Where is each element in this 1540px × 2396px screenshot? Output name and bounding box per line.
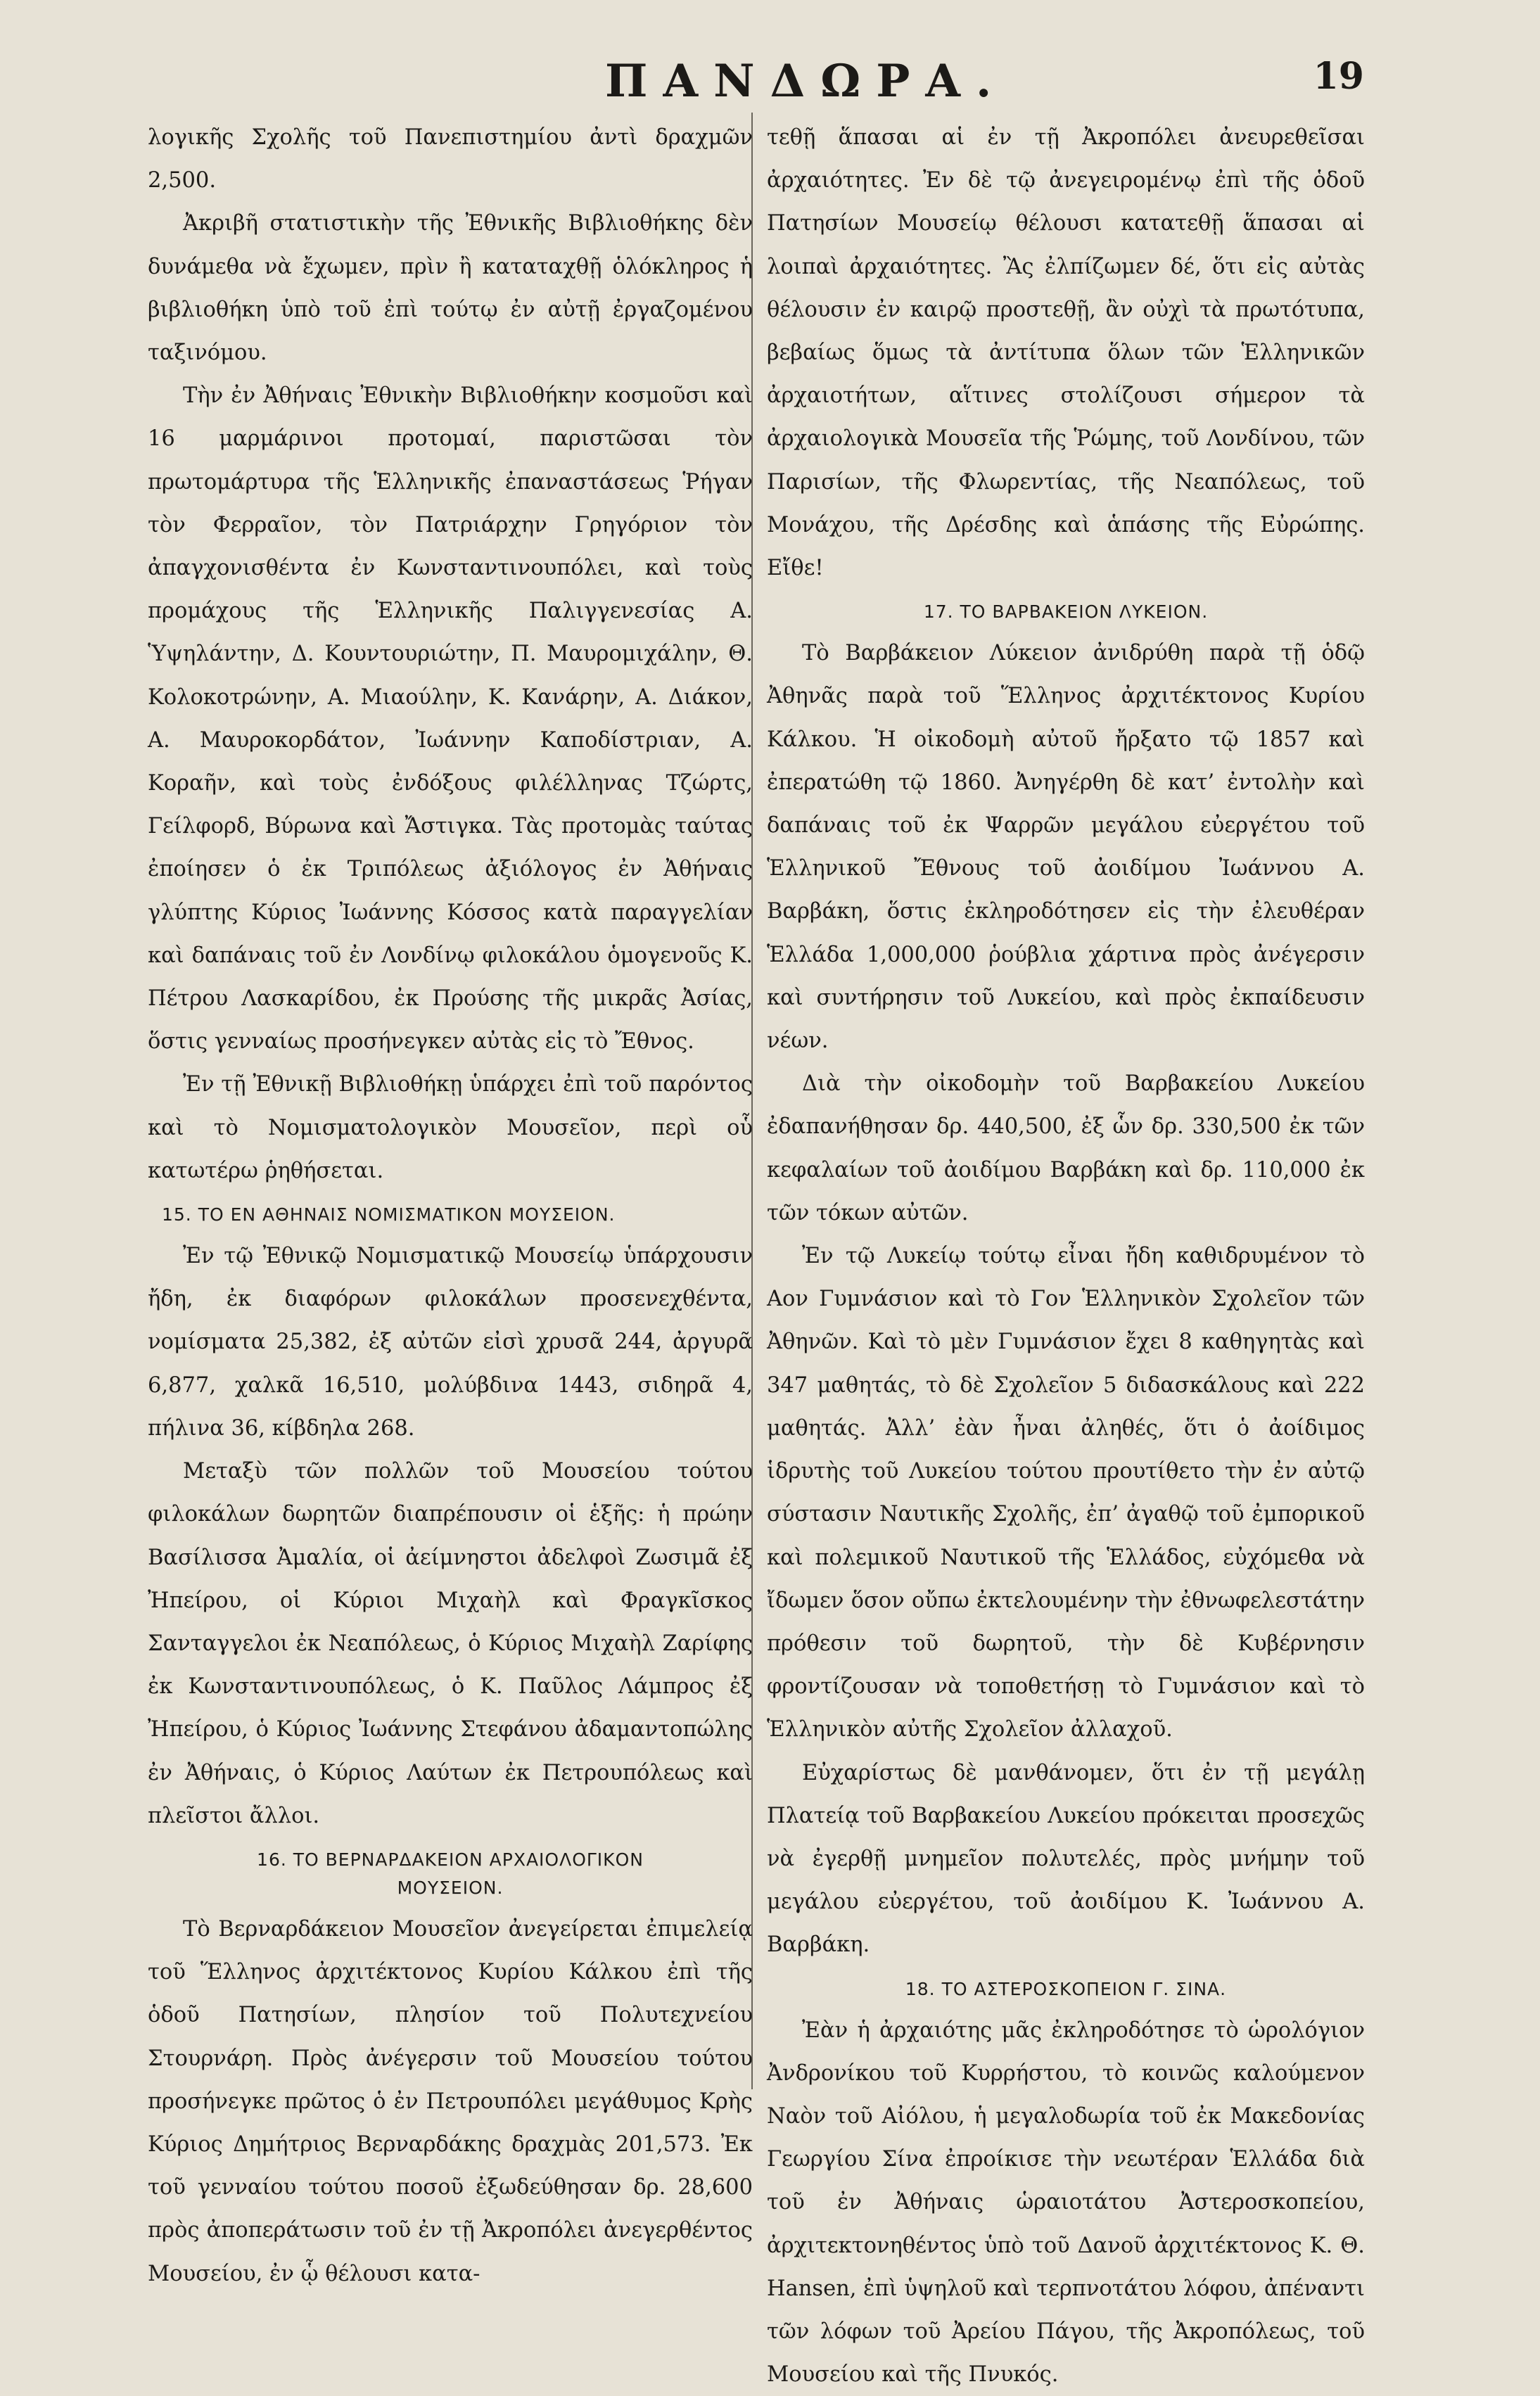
running-head: [0, 55, 1540, 111]
section-heading-15: 15. ΤΟ ΕΝ ΑΘΗΝΑΙΣ ΝΟΜΙΣΜΑΤΙΚΟΝ ΜΟΥΣΕΙΟΝ.: [162, 1204, 616, 1225]
paragraph: Ἀκριβῆ στατιστικὴν τῆς Ἐθνικῆς Βιβλιοθήκης δὲν δυνάμεθα νὰ ἔχωμεν, πρὶν ἢ καταταχθῇ ὁλόκληρος ἡ βιβλιοθήκη ὑπὸ τοῦ ἐπὶ τούτῳ ἐν αὐτῇ ἐργαζομένου ταξινόμου.: [148, 211, 753, 366]
paragraph: Ἐν τῷ Λυκείῳ τούτῳ εἶναι ἤδη καθιδρυμένον τὸ Αον Γυμνάσιον καὶ τὸ Γον Ἑλληνικὸν Σχολεῖον τῶν Ἀθηνῶν. Καὶ τὸ μὲν Γυμνάσιον ἔχει 8 καθηγητὰς καὶ 347 μαθητάς, τὸ δὲ Σχολεῖον 5 διδασκάλους καὶ 222 μαθητάς. Ἀλλ’ ἐὰν ἦναι ἀληθές, ὅτι ὁ ἀοίδιμος ἱδρυτὴς τοῦ Λυκείου τούτου προυτίθετο τὴν ἐν αὐτῷ σύστασιν Ναυτικῆς Σχολῆς, ἐπ’ ἀγαθῷ τοῦ ἐμπορικοῦ καὶ πολεμικοῦ Ναυτικοῦ τῆς Ἑλλάδος, εὐχόμεθα νὰ ἴδωμεν ὅσον οὔπω ἐκτελουμένην τὴν ἐθνωφελεστάτην πρόθεσιν τοῦ δωρητοῦ, τὴν δὲ Κυβέρνησιν φροντίζουσαν νὰ τοποθετήσῃ τὸ Γυμνάσιον καὶ τὸ Ἑλληνικὸν αὐτῆς Σχολεῖον ἀλλαχοῦ.: [767, 1244, 1365, 1742]
paragraph: Τὴν ἐν Ἀθήναις Ἐθνικὴν Βιβλιοθήκην κοσμοῦσι καὶ 16 μαρμάρινοι προτομαί, παριστῶσαι τὸν πρωτομάρτυρα τῆς Ἑλληνικῆς ἐπαναστάσεως Ῥήγαν τὸν Φερραῖον, τὸν Πατριάρχην Γρηγόριον τὸν ἀπαγχονισθέντα ἐν Κωνσταντινουπόλει, καὶ τοὺς προμάχους τῆς Ἑλληνικῆς Παλιγγενεσίας Α. Ὑψηλάντην, Δ. Κουντουριώτην, Π. Μαυρομιχάλην, Θ. Κολοκοτρώνην, Α. Μιαούλην, Κ. Κανάρην, Α. Διάκον, Α. Μαυροκορδάτον, Ἰωάννην Καποδίστριαν, Α. Κοραῆν, καὶ τοὺς ἐνδόξους φιλέλληνας Τζώρτς, Γείλφορδ, Βύρωνα καὶ Ἄστιγκα. Τὰς προτομὰς ταύτας ἐποίησεν ὁ ἐκ Τριπόλεως ἀξιόλογος ἐν Ἀθήναις γλύπτης Κύριος Ἰωάννης Κόσσος κατὰ παραγγελίαν καὶ δαπάναις τοῦ ἐν Λονδίνῳ φιλοκάλου ὁμογενοῦς Κ. Πέτρου Λασκαρίδου, ἐκ Προύσης τῆς μικρᾶς Ἀσίας, ὅστις γενναίως προσήνεγκεν αὐτὰς εἰς τὸ Ἔθνος.: [148, 383, 753, 1054]
paragraph: λογικῆς Σχολῆς τοῦ Πανεπιστημίου ἀντὶ δραχμῶν 2,500.: [148, 125, 753, 193]
section-heading-16-line2: ΜΟΥΣΕΙΟΝ.: [397, 1877, 504, 1898]
paragraph: Ἐὰν ἡ ἀρχαιότης μᾶς ἐκληροδότησε τὸ ὡρολόγιον Ἀνδρονίκου τοῦ Κυρρήστου, τὸ κοινῶς καλούμενον Ναὸν τοῦ Αἰόλου, ἡ μεγαλοδωρία τοῦ ἐκ Μακεδονίας Γεωργίου Σίνα ἐπροίκισε τὴν νεωτέραν Ἑλλάδα διὰ τοῦ ἐν Ἀθήναις ὡραιοτάτου Ἀστεροσκοπείου, ἀρχιτεκτονηθέντος ὑπὸ τοῦ Δανοῦ ἀρχιτέκτονος Κ. Θ. Hansen, ἐπὶ ὑψηλοῦ καὶ τερπνοτάτου λόφου, ἀπέναντι τῶν λόφων τοῦ Ἀρείου Πάγου, τῆς Ἀκροπόλεως, τοῦ Μουσείου καὶ τῆς Πνυκός.: [767, 2018, 1365, 2388]
paragraph: Τὸ Βερναρδάκειον Μουσεῖον ἀνεγείρεται ἐπιμελείᾳ τοῦ Ἕλληνος ἀρχιτέκτονος Κυρίου Κάλκου ἐπὶ τῆς ὁδοῦ Πατησίων, πλησίον τοῦ Πολυτεχνείου Στουρνάρη. Πρὸς ἀνέγερσιν τοῦ Μουσείου τούτου προσήνεγκε πρῶτος ὁ ἐν Πετρουπόλει μεγάθυμος Κρὴς Κύριος Δημήτριος Βερναρδάκης δραχμὰς 201,573. Ἐκ τοῦ γενναίου τούτου ποσοῦ ἐξωδεύθησαν δρ. 28,600 πρὸς ἀποπεράτωσιν τοῦ ἐν τῇ Ἀκροπόλει ἀνεγερθέντος Μουσείου, ἐν ᾧ θέλουσι κατα-: [148, 1916, 753, 2286]
paragraph: Μεταξὺ τῶν πολλῶν τοῦ Μουσείου τούτου φιλοκάλων δωρητῶν διαπρέπουσιν οἱ ἑξῆς: ἡ πρώην Βασίλισσα Ἀμαλία, οἱ ἀείμνηστοι ἀδελφοὶ Ζωσιμᾶ ἐξ Ἠπείρου, οἱ Κύριοι Μιχαὴλ καὶ Φραγκῖσκος Σανταγγελοι ἐκ Νεαπόλεως, ὁ Κύριος Μιχαὴλ Ζαρίφης ἐκ Κωνσταντινουπόλεως, ὁ Κ. Παῦλος Λάμπρος ἐξ Ἠπείρου, ὁ Κύριος Ἰωάννης Στεφάνου ἀδαμαντοπώλης ἐν Ἀθήναις, ὁ Κύριος Λαύτων ἐκ Πετρουπόλεως καὶ πλεῖστοι ἄλλοι.: [148, 1459, 753, 1828]
left-column: [148, 116, 753, 2295]
section-heading-16: [148, 1846, 753, 1902]
right-column: [767, 116, 1365, 2396]
paragraph: Διὰ τὴν οἰκοδομὴν τοῦ Βαρβακείου Λυκείου ἐδαπανήθησαν δρ. 440,500, ἐξ ὧν δρ. 330,500 ἐκ τῶν κεφαλαίων τοῦ ἀοιδίμου Βαρβάκη καὶ δρ. 110,000 ἐκ τῶν τόκων αὐτῶν.: [767, 1071, 1365, 1225]
section-heading-17: 17. ΤΟ ΒΑΡΒΑΚΕΙΟΝ ΛΥΚΕΙΟΝ.: [923, 601, 1209, 623]
paragraph: Τὸ Βαρβάκειον Λύκειον ἀνιδρύθη παρὰ τῇ ὁδῷ Ἀθηνᾶς παρὰ τοῦ Ἕλληνος ἀρχιτέκτονος Κυρίου Κάλκου. Ἡ οἰκοδομὴ αὐτοῦ ἤρξατο τῷ 1857 καὶ ἐπερατώθη τῷ 1860. Ἀνηγέρθη δὲ κατ’ ἐντολὴν καὶ δαπάναις τοῦ ἐκ Ψαρρῶν μεγάλου εὐεργέτου τοῦ Ἑλληνικοῦ Ἔθνους τοῦ ἀοιδίμου Ἰωάννου Α. Βαρβάκη, ὅστις ἐκληροδότησεν εἰς τὴν ἐλευθέραν Ἑλλάδα 1,000,000 ῥούβλια χάρτινα πρὸς ἀνέγερσιν καὶ συντήρησιν τοῦ Λυκείου, καὶ πρὸς ἐκπαίδευσιν νέων.: [767, 641, 1365, 1054]
paragraph: τεθῇ ἅπασαι αἱ ἐν τῇ Ἀκροπόλει ἀνευρεθεῖσαι ἀρχαιότητες. Ἐν δὲ τῷ ἀνεγειρομένῳ ἐπὶ τῆς ὁδοῦ Πατησίων Μουσείῳ θέλουσι κατατεθῇ ἅπασαι αἱ λοιπαὶ ἀρχαιότητες. Ἂς ἐλπίζωμεν δέ, ὅτι εἰς αὐτὰς θέλουσιν ἐν καιρῷ προστεθῇ, ἂν οὐχὶ τὰ πρωτότυπα, βεβαίως ὅμως τὰ ἀντίτυπα ὅλων τῶν Ἑλληνικῶν ἀρχαιοτήτων, αἵτινες στολίζουσι σήμερον τὰ ἀρχαιολογικὰ Μουσεῖα τῆς Ῥώμης, τοῦ Λονδίνου, τῶν Παρισίων, τῆς Φλωρεντίας, τῆς Νεαπόλεως, τοῦ Μονάχου, τῆς Δρέσδης καὶ ἁπάσης τῆς Εὐρώπης. Εἴθε!: [767, 125, 1365, 581]
paragraph: Ἐν τῇ Ἐθνικῇ Βιβλιοθήκῃ ὑπάρχει ἐπὶ τοῦ παρόντος καὶ τὸ Νομισματολογικὸν Μουσεῖον, περὶ οὗ κατωτέρω ῥηθήσεται.: [148, 1072, 753, 1183]
page-number: 19: [1313, 55, 1364, 98]
journal-title: ΠΑΝΔΩΡΑ.: [605, 55, 1007, 108]
section-heading-18: 18. ΤΟ ΑΣΤΕΡΟΣΚΟΠΕΙΟΝ Γ. ΣΙΝΑ.: [905, 1978, 1227, 1999]
paragraph: Εὐχαρίστως δὲ μανθάνομεν, ὅτι ἐν τῇ μεγάλῃ Πλατείᾳ τοῦ Βαρβακείου Λυκείου πρόκειται προσεχῶς νὰ ἐγερθῇ μνημεῖον πολυτελές, πρὸς μνήμην τοῦ μεγάλου εὐεργέτου, τοῦ ἀοιδίμου Κ. Ἰωάννου Α. Βαρβάκη.: [767, 1760, 1365, 1958]
section-heading-16-line1: 16. ΤΟ ΒΕΡΝΑΡΔΑΚΕΙΟΝ ΑΡΧΑΙΟΛΟΓΙΚΟΝ: [257, 1849, 644, 1870]
paragraph: Ἐν τῷ Ἐθνικῷ Νομισματικῷ Μουσείῳ ὑπάρχουσιν ἤδη, ἐκ διαφόρων φιλοκάλων προσενεχθέντα, νομίσματα 25,382, ἐξ αὐτῶν εἰσὶ χρυσᾶ 244, ἀργυρᾶ 6,877, χαλκᾶ 16,510, μολύβδινα 1443, σιδηρᾶ 4, πήλινα 36, κίβδηλα 268.: [148, 1244, 753, 1441]
